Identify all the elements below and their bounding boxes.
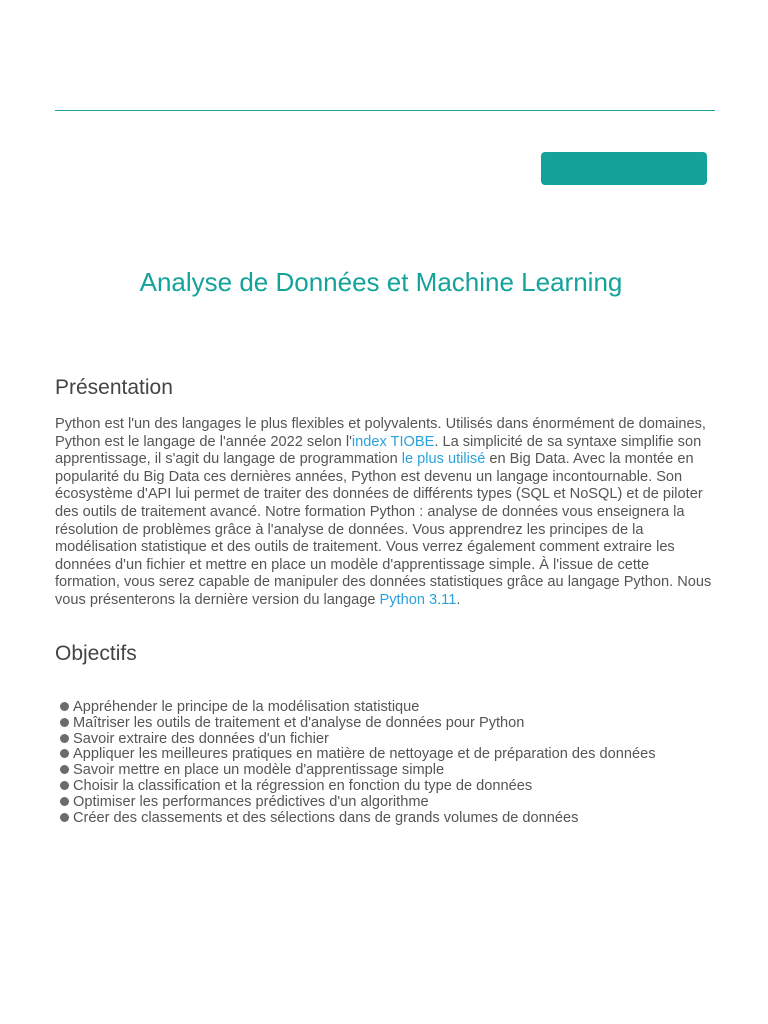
presentation-text: en Big Data. Avec la montée en popularité du Big Data ces dernières années, Python est devenu un langage incontournable. Son écosystème d'API lui permet de traiter des données de différents types (SQL et NoSQL) et de piloter des outils de traitement avancé. Notre formation Python : analyse de données vous enseignera la résolution de problèmes grâce à l'analyse de données. Vous apprendrez les principes de la modélisation statistique et des outils de traitement. Vous verrez également comment extraire les données d'un fichier et mettre en place un modèle d'apprentissage simple. À l'issue de cette formation, vous serez capable de manipuler des données statistiques grâce au langage Python. Nous vous présenterons la dernière version du langage [55,451,712,608]
bullet-icon [60,765,69,774]
objective-text: Appréhender le principe de la modélisation statistique [73,699,420,715]
bullet-icon [60,734,69,743]
objective-text: Choisir la classification et la régression en fonction du type de données [73,777,533,794]
header-divider [55,110,715,111]
bullet-icon [60,813,69,822]
objective-text: Savoir mettre en place un modèle d'apprentissage simple [73,762,445,779]
objectives-list [60,700,720,826]
presentation-text: Python est l'un des langages le plus flexibles et polyvalents. Utilisés dans énormément de domaines, Python est le langage de l'année 2022 selon l' [55,416,706,450]
objectives-heading: Objectifs [55,642,137,665]
bullet-icon [60,718,69,727]
document-title: Analyse de Données et Machine Learning [139,267,623,297]
bullet-icon [60,702,69,711]
list-item [60,700,720,716]
objective-text: Maîtriser les outils de traitement et d'analyse de données pour Python [73,714,525,731]
list-item [60,732,720,748]
list-item [60,795,720,811]
presentation-text: . [456,591,461,608]
objective-text: Appliquer les meilleures pratiques en matière de nettoyage et de préparation des données [73,746,656,763]
objective-text: Créer des classements et des sélections dans de grands volumes de données [73,809,579,826]
bullet-icon [60,749,69,758]
list-item [60,811,720,827]
presentation-heading: Présentation [55,376,173,399]
bullet-icon [60,797,69,806]
tiobe-index-link[interactable]: index TIOBE [351,433,435,450]
python-version-link[interactable]: Python 3.11 [379,591,457,608]
list-item [60,747,720,763]
objective-text: Optimiser les performances prédictives d'un algorithme [73,793,429,810]
presentation-text: . La simplicité de sa syntaxe simplifie son apprentissage, il s'agit du langage de programmation [55,433,702,468]
list-item [60,779,720,795]
most-used-link[interactable]: le plus utilisé [401,451,486,468]
list-item [60,763,720,779]
category-badge [541,152,707,185]
list-item [60,716,720,732]
objective-text: Savoir extraire des données d'un fichier [73,730,329,747]
bullet-icon [60,781,69,790]
presentation-paragraph [55,416,715,610]
